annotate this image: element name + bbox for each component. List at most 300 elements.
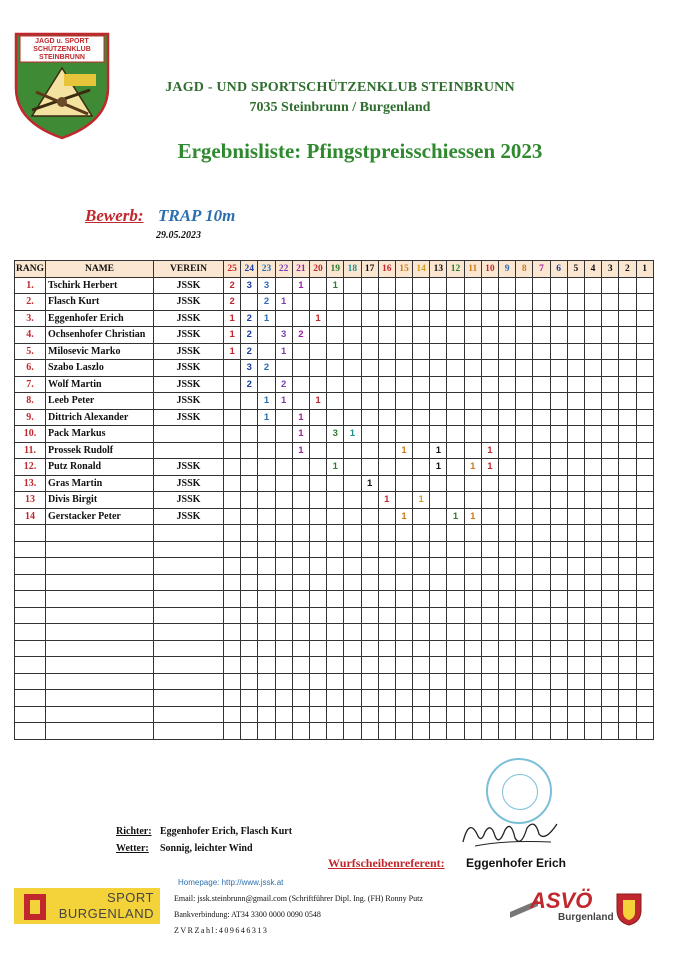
empty-cell <box>361 657 378 674</box>
empty-cell <box>46 525 154 542</box>
score-cell <box>447 360 464 377</box>
empty-cell <box>309 574 326 591</box>
empty-cell <box>361 706 378 723</box>
empty-cell <box>241 558 258 575</box>
empty-cell <box>430 541 447 558</box>
score-cell <box>258 459 275 476</box>
empty-cell <box>533 591 550 608</box>
score-cell <box>309 508 326 525</box>
score-cell <box>395 459 412 476</box>
empty-cell <box>154 607 224 624</box>
score-cell <box>258 508 275 525</box>
score-cell <box>378 475 395 492</box>
name-cell: Tschirk Herbert <box>46 277 154 294</box>
score-column-header: 14 <box>413 261 430 278</box>
club-cell: JSSK <box>154 310 224 327</box>
score-cell <box>636 492 653 509</box>
empty-cell <box>224 574 241 591</box>
score-cell <box>361 508 378 525</box>
empty-cell <box>327 541 344 558</box>
name-cell: Flasch Kurt <box>46 294 154 311</box>
empty-cell <box>447 723 464 740</box>
score-cell <box>464 343 481 360</box>
score-cell <box>567 294 584 311</box>
score-cell <box>395 376 412 393</box>
score-cell <box>344 409 361 426</box>
empty-cell <box>567 640 584 657</box>
score-cell <box>636 459 653 476</box>
score-cell <box>533 409 550 426</box>
score-cell <box>430 508 447 525</box>
score-cell <box>395 327 412 344</box>
empty-cell <box>447 624 464 641</box>
empty-table-row <box>15 640 654 657</box>
score-cell <box>619 294 636 311</box>
score-cell <box>550 459 567 476</box>
empty-cell <box>241 525 258 542</box>
score-cell: 1 <box>395 508 412 525</box>
score-cell <box>481 393 498 410</box>
score-cell <box>464 360 481 377</box>
score-column-header: 9 <box>499 261 516 278</box>
empty-cell <box>154 640 224 657</box>
empty-cell <box>464 706 481 723</box>
empty-cell <box>413 541 430 558</box>
empty-cell <box>481 574 498 591</box>
table-row <box>15 508 654 525</box>
empty-cell <box>413 525 430 542</box>
rank-cell: 11. <box>15 442 46 459</box>
club-cell: JSSK <box>154 327 224 344</box>
empty-cell <box>447 525 464 542</box>
score-cell <box>327 475 344 492</box>
score-cell <box>344 475 361 492</box>
score-cell <box>499 426 516 443</box>
empty-cell <box>378 706 395 723</box>
score-cell <box>309 409 326 426</box>
club-cell: JSSK <box>154 459 224 476</box>
empty-cell <box>292 723 309 740</box>
empty-cell <box>499 690 516 707</box>
empty-cell <box>619 706 636 723</box>
empty-cell <box>464 591 481 608</box>
empty-cell <box>395 607 412 624</box>
score-cell: 2 <box>275 376 292 393</box>
empty-cell <box>344 690 361 707</box>
score-cell <box>584 294 601 311</box>
empty-cell <box>15 607 46 624</box>
empty-cell <box>154 657 224 674</box>
empty-cell <box>619 607 636 624</box>
score-column-header: 11 <box>464 261 481 278</box>
score-cell <box>447 442 464 459</box>
empty-cell <box>619 723 636 740</box>
svg-text:STEINBRUNN: STEINBRUNN <box>39 54 85 61</box>
score-column-header: 7 <box>533 261 550 278</box>
empty-cell <box>46 624 154 641</box>
empty-cell <box>550 673 567 690</box>
score-cell: 1 <box>481 442 498 459</box>
score-cell <box>481 277 498 294</box>
score-cell <box>292 343 309 360</box>
score-column-header: 19 <box>327 261 344 278</box>
empty-cell <box>567 657 584 674</box>
empty-cell <box>499 723 516 740</box>
score-column-header: 15 <box>395 261 412 278</box>
score-cell <box>344 310 361 327</box>
empty-cell <box>516 541 533 558</box>
empty-cell <box>378 657 395 674</box>
event-date: 29.05.2023 <box>156 230 201 241</box>
empty-cell <box>567 624 584 641</box>
judges-label: Richter: <box>116 826 152 837</box>
score-cell <box>636 442 653 459</box>
score-cell: 2 <box>224 294 241 311</box>
empty-cell <box>636 706 653 723</box>
empty-cell <box>258 723 275 740</box>
empty-cell <box>46 591 154 608</box>
empty-cell <box>395 558 412 575</box>
rank-cell: 14 <box>15 508 46 525</box>
name-cell: Milosevic Marko <box>46 343 154 360</box>
empty-cell <box>154 624 224 641</box>
empty-cell <box>584 640 601 657</box>
empty-cell <box>241 673 258 690</box>
empty-cell <box>430 624 447 641</box>
score-cell <box>224 442 241 459</box>
score-cell <box>533 360 550 377</box>
empty-cell <box>447 640 464 657</box>
rank-cell: 2. <box>15 294 46 311</box>
score-cell: 3 <box>241 360 258 377</box>
score-cell <box>413 409 430 426</box>
club-cell: JSSK <box>154 277 224 294</box>
empty-cell <box>378 574 395 591</box>
empty-cell <box>327 673 344 690</box>
empty-table-row <box>15 723 654 740</box>
empty-cell <box>481 525 498 542</box>
empty-cell <box>327 706 344 723</box>
score-cell <box>378 442 395 459</box>
score-cell: 1 <box>378 492 395 509</box>
empty-cell <box>464 541 481 558</box>
empty-cell <box>413 574 430 591</box>
svg-text:JAGD u. SPORT: JAGD u. SPORT <box>35 38 89 45</box>
empty-cell <box>344 706 361 723</box>
rank-cell: 9. <box>15 409 46 426</box>
score-cell <box>292 310 309 327</box>
score-cell <box>224 393 241 410</box>
empty-cell <box>481 558 498 575</box>
empty-cell <box>550 525 567 542</box>
score-cell <box>344 492 361 509</box>
score-cell: 1 <box>430 442 447 459</box>
score-cell <box>636 393 653 410</box>
empty-cell <box>533 640 550 657</box>
score-cell <box>550 393 567 410</box>
score-cell <box>361 492 378 509</box>
empty-cell <box>292 657 309 674</box>
score-cell <box>224 426 241 443</box>
score-cell <box>378 376 395 393</box>
sport-burgenland-logo: SPORT BURGENLAND <box>14 888 160 924</box>
homepage-link[interactable]: Homepage: http://www.jssk.at <box>178 878 284 887</box>
empty-cell <box>550 574 567 591</box>
empty-cell <box>430 690 447 707</box>
empty-cell <box>292 640 309 657</box>
judges-value: Eggenhofer Erich, Flasch Kurt <box>160 826 293 837</box>
empty-cell <box>481 541 498 558</box>
empty-cell <box>395 706 412 723</box>
empty-cell <box>275 558 292 575</box>
score-cell: 1 <box>361 475 378 492</box>
score-cell <box>361 442 378 459</box>
score-cell <box>516 294 533 311</box>
table-row <box>15 442 654 459</box>
empty-cell <box>602 591 619 608</box>
rank-cell: 6. <box>15 360 46 377</box>
empty-cell <box>584 673 601 690</box>
score-column-header: 13 <box>430 261 447 278</box>
score-cell <box>567 310 584 327</box>
club-cell: JSSK <box>154 508 224 525</box>
score-cell <box>224 475 241 492</box>
score-cell <box>464 310 481 327</box>
empty-cell <box>499 525 516 542</box>
score-cell: 1 <box>309 393 326 410</box>
score-cell <box>533 442 550 459</box>
empty-cell <box>516 525 533 542</box>
empty-cell <box>292 624 309 641</box>
score-cell <box>292 376 309 393</box>
score-cell <box>602 343 619 360</box>
empty-cell <box>258 624 275 641</box>
empty-cell <box>275 640 292 657</box>
score-cell <box>430 409 447 426</box>
empty-cell <box>584 591 601 608</box>
score-cell <box>602 459 619 476</box>
score-cell <box>224 459 241 476</box>
score-cell <box>378 426 395 443</box>
score-cell <box>567 277 584 294</box>
score-cell <box>447 376 464 393</box>
empty-cell <box>499 558 516 575</box>
empty-cell <box>154 673 224 690</box>
empty-cell <box>154 558 224 575</box>
empty-cell <box>275 624 292 641</box>
score-cell <box>275 277 292 294</box>
empty-cell <box>154 591 224 608</box>
empty-cell <box>533 690 550 707</box>
empty-table-row <box>15 558 654 575</box>
score-cell <box>464 409 481 426</box>
club-cell: JSSK <box>154 360 224 377</box>
empty-cell <box>275 541 292 558</box>
empty-cell <box>584 657 601 674</box>
table-row <box>15 294 654 311</box>
score-cell <box>533 426 550 443</box>
score-cell <box>430 376 447 393</box>
score-cell <box>309 442 326 459</box>
score-cell <box>550 475 567 492</box>
score-cell: 1 <box>344 426 361 443</box>
empty-cell <box>550 624 567 641</box>
score-cell <box>378 327 395 344</box>
empty-cell <box>584 574 601 591</box>
table-row <box>15 310 654 327</box>
score-column-header: 2 <box>619 261 636 278</box>
empty-cell <box>533 541 550 558</box>
score-cell <box>619 475 636 492</box>
table-row <box>15 376 654 393</box>
score-cell <box>361 376 378 393</box>
empty-cell <box>481 723 498 740</box>
rank-cell: 13 <box>15 492 46 509</box>
empty-cell <box>602 690 619 707</box>
empty-cell <box>395 574 412 591</box>
empty-cell <box>636 607 653 624</box>
score-cell <box>567 508 584 525</box>
empty-cell <box>344 640 361 657</box>
empty-cell <box>258 657 275 674</box>
score-cell <box>413 426 430 443</box>
empty-cell <box>15 723 46 740</box>
empty-table-row <box>15 624 654 641</box>
empty-cell <box>464 640 481 657</box>
score-cell <box>395 360 412 377</box>
empty-cell <box>550 657 567 674</box>
empty-cell <box>241 640 258 657</box>
score-cell <box>327 343 344 360</box>
score-cell <box>275 409 292 426</box>
score-cell <box>430 360 447 377</box>
score-cell <box>533 294 550 311</box>
score-cell <box>619 343 636 360</box>
empty-cell <box>327 574 344 591</box>
empty-cell <box>309 607 326 624</box>
empty-cell <box>258 591 275 608</box>
empty-cell <box>309 591 326 608</box>
score-cell <box>275 442 292 459</box>
score-cell: 1 <box>224 327 241 344</box>
score-cell <box>241 409 258 426</box>
score-cell: 1 <box>224 343 241 360</box>
score-cell <box>447 343 464 360</box>
empty-cell <box>327 657 344 674</box>
score-column-header: 8 <box>516 261 533 278</box>
empty-cell <box>584 607 601 624</box>
empty-cell <box>550 706 567 723</box>
empty-cell <box>481 640 498 657</box>
empty-cell <box>584 558 601 575</box>
score-cell <box>309 376 326 393</box>
empty-cell <box>602 525 619 542</box>
score-column-header: 22 <box>275 261 292 278</box>
empty-cell <box>602 657 619 674</box>
name-cell: Wolf Martin <box>46 376 154 393</box>
score-cell <box>275 459 292 476</box>
score-cell: 1 <box>327 459 344 476</box>
empty-cell <box>378 558 395 575</box>
empty-cell <box>584 624 601 641</box>
empty-cell <box>516 657 533 674</box>
empty-cell <box>567 607 584 624</box>
score-cell <box>224 409 241 426</box>
score-cell <box>378 409 395 426</box>
score-cell <box>361 294 378 311</box>
score-cell <box>602 360 619 377</box>
empty-cell <box>499 541 516 558</box>
score-cell <box>619 442 636 459</box>
score-cell <box>378 393 395 410</box>
empty-table-row <box>15 673 654 690</box>
score-cell <box>395 393 412 410</box>
score-cell <box>361 360 378 377</box>
score-cell <box>241 442 258 459</box>
empty-cell <box>533 723 550 740</box>
score-cell <box>550 343 567 360</box>
score-cell <box>481 376 498 393</box>
score-cell <box>327 294 344 311</box>
score-cell <box>481 343 498 360</box>
empty-cell <box>224 558 241 575</box>
score-cell <box>533 459 550 476</box>
signature <box>455 812 565 857</box>
score-cell <box>584 442 601 459</box>
empty-cell <box>309 706 326 723</box>
score-cell <box>344 327 361 344</box>
weather-label: Wetter: <box>116 843 149 854</box>
empty-cell <box>344 723 361 740</box>
score-cell <box>275 492 292 509</box>
score-cell <box>550 277 567 294</box>
score-cell: 2 <box>241 310 258 327</box>
score-cell <box>619 327 636 344</box>
score-cell <box>636 310 653 327</box>
rank-cell: 8. <box>15 393 46 410</box>
score-cell <box>516 508 533 525</box>
club-header: VEREIN <box>154 261 224 278</box>
score-cell <box>292 475 309 492</box>
score-cell <box>327 508 344 525</box>
score-cell: 1 <box>224 310 241 327</box>
score-cell <box>619 393 636 410</box>
score-cell <box>550 360 567 377</box>
score-cell <box>481 426 498 443</box>
score-column-header: 23 <box>258 261 275 278</box>
empty-cell <box>413 723 430 740</box>
score-cell <box>636 426 653 443</box>
score-cell <box>309 426 326 443</box>
empty-cell <box>619 525 636 542</box>
score-cell <box>584 426 601 443</box>
referent-label: Wurfscheibenreferent: <box>328 856 445 870</box>
empty-cell <box>327 624 344 641</box>
empty-cell <box>567 673 584 690</box>
empty-cell <box>413 607 430 624</box>
empty-cell <box>464 723 481 740</box>
empty-cell <box>292 607 309 624</box>
score-cell <box>516 327 533 344</box>
empty-cell <box>15 690 46 707</box>
score-cell <box>619 277 636 294</box>
rank-cell: 12. <box>15 459 46 476</box>
score-cell: 1 <box>481 459 498 476</box>
empty-cell <box>292 690 309 707</box>
score-cell <box>516 409 533 426</box>
score-cell <box>464 376 481 393</box>
score-column-header: 5 <box>567 261 584 278</box>
